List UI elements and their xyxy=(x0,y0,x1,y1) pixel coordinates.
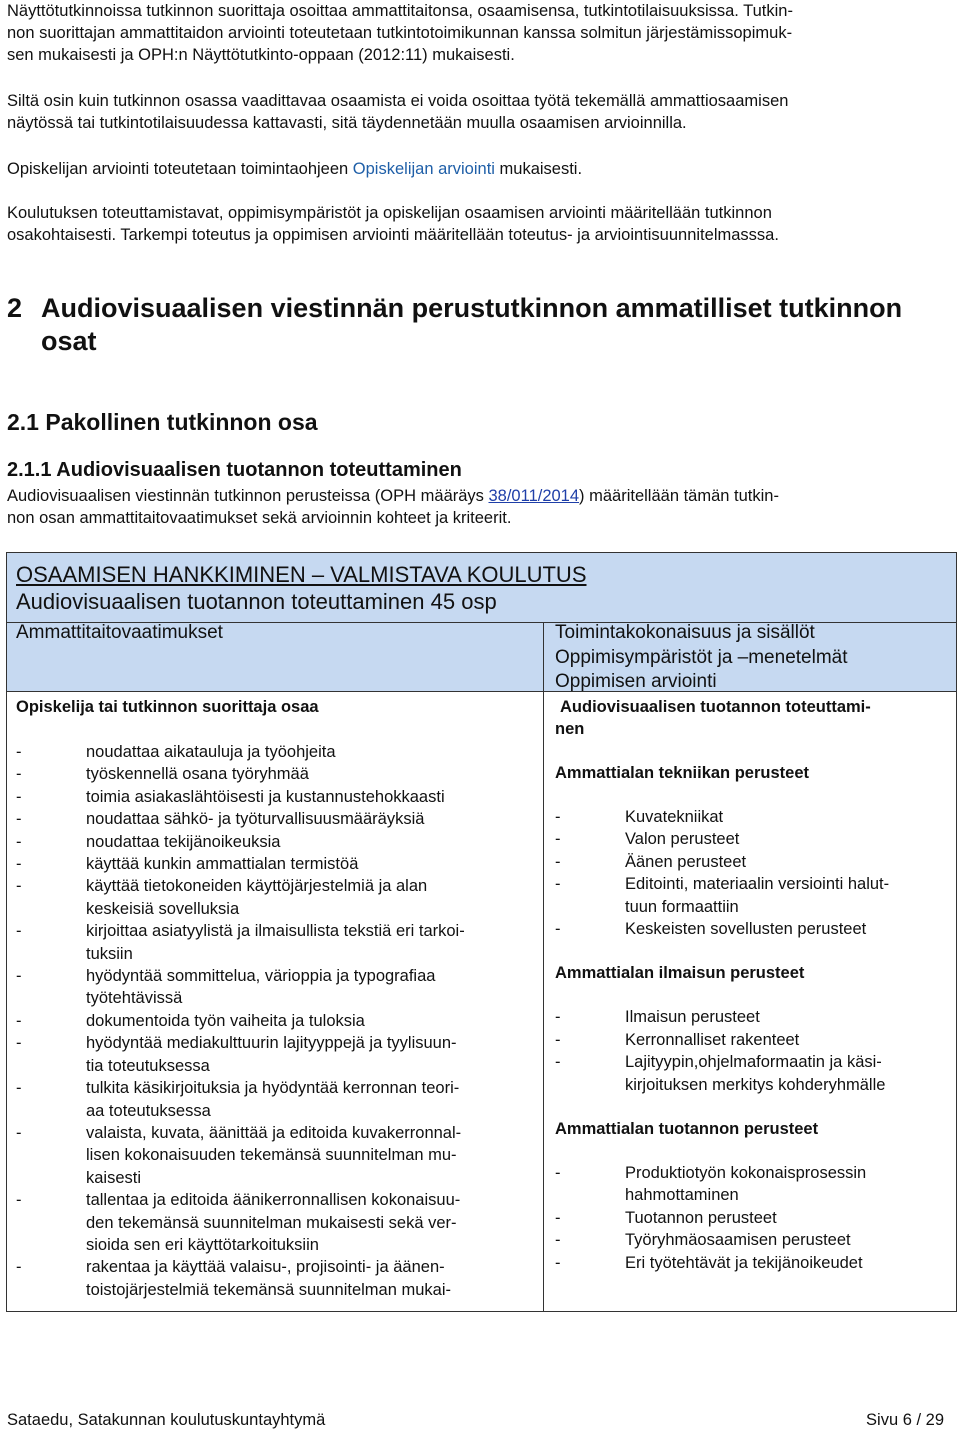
arviointi-link[interactable]: Opiskelijan arviointi xyxy=(352,160,495,178)
list-item xyxy=(16,1077,536,1122)
text-span: mukaisesti. xyxy=(494,160,583,178)
content-section-list xyxy=(555,1162,950,1274)
dash-bullet: - xyxy=(16,1011,22,1030)
heading-text-continued: osat xyxy=(41,326,97,356)
text-span: Audiovisuaalisen viestinnän tutkinnon perusteissa (OPH määräys xyxy=(7,487,489,505)
text-line: Näyttötutkinnoissa tutkinnon suorittaja osoittaa ammattitaitonsa, osaamisensa, tutkintotilaisuuksissa. Tutkin- xyxy=(7,2,793,20)
section-heading-2-1: 2.1 Pakollinen tutkinnon osa xyxy=(7,409,318,435)
list-item-text: toistojärjestelmiä tekemänsä suunnitelman mukai- xyxy=(86,1280,451,1299)
list-item xyxy=(16,853,536,875)
list-item xyxy=(16,808,536,830)
text-span: ) määritellään tämän tutkin- xyxy=(579,487,779,505)
list-item-text: Tuotannon perusteet xyxy=(625,1208,777,1227)
list-item-text: aa toteutuksessa xyxy=(86,1101,211,1120)
dash-bullet: - xyxy=(16,1079,22,1098)
list-item-text: Työryhmäosaamisen perusteet xyxy=(625,1231,851,1250)
dash-bullet: - xyxy=(555,808,561,826)
text-line: sen mukaisesti ja OPH:n Näyttötutkinto-oppaan (2012:11) mukaisesti. xyxy=(7,46,515,64)
list-item-text: noudattaa sähkö- ja työturvallisuusmääräyksiä xyxy=(86,810,425,829)
text-span: Opiskelijan arviointi toteutetaan toimintaohjeen xyxy=(7,160,353,178)
list-item xyxy=(16,965,536,1010)
list-item-text: den tekemänsä suunnitelman mukaisesti sekä ver- xyxy=(86,1213,457,1232)
list-item xyxy=(555,851,950,873)
list-item xyxy=(555,828,950,850)
list-item xyxy=(555,1229,950,1251)
left-column-header: Ammattitaitovaatimukset xyxy=(16,622,223,643)
list-item-text: Äänen perusteet xyxy=(625,852,747,871)
list-item-text: Produktiotyön kokonaisprosessin xyxy=(625,1164,867,1183)
list-item-text: tia toteutuksessa xyxy=(86,1056,210,1075)
list-item xyxy=(555,1207,950,1229)
section-heading-2 xyxy=(7,292,937,358)
text-line: Koulutuksen toteuttamistavat, oppimisympäristöt ja opiskelijan osaamisen arviointi määritellään tutkinnon xyxy=(7,204,772,222)
list-item xyxy=(16,741,536,763)
content-section-heading: Ammattialan tuotannon perusteet xyxy=(555,1120,819,1139)
list-item-text: Valon perusteet xyxy=(625,830,740,849)
heading-number: 2 xyxy=(7,293,23,323)
list-item xyxy=(16,831,536,853)
dash-bullet: - xyxy=(16,1123,22,1142)
text-line: näytössä tai tutkintotilaisuudessa kattavasti, sitä täydennetään muulla osaamisen arvioinnilla. xyxy=(7,114,687,132)
list-item xyxy=(555,918,950,940)
list-item xyxy=(555,873,950,918)
list-item-text: kaisesti xyxy=(86,1168,142,1187)
dash-bullet: - xyxy=(16,810,22,829)
list-item-text: käyttää kunkin ammattialan termistöä xyxy=(86,855,359,874)
dash-bullet: - xyxy=(16,1258,22,1277)
dash-bullet: - xyxy=(555,830,561,849)
dash-bullet: - xyxy=(555,1030,561,1049)
list-item xyxy=(16,1010,536,1032)
dash-bullet: - xyxy=(16,1191,22,1210)
list-item xyxy=(16,786,536,808)
list-item-text: keskeisiä sovelluksia xyxy=(86,899,240,918)
header-line: Oppimisympäristöt ja –menetelmät xyxy=(555,646,848,668)
text-line: non suorittajan ammattitaidon arviointi toteutetaan tutkintotoimikunnan kanssa solmitun järjestämissopimuk- xyxy=(7,24,793,42)
list-item-text: dokumentoida työn vaiheita ja tuloksia xyxy=(86,1011,365,1030)
title-line: nen xyxy=(555,720,585,738)
footer-page-number: Sivu 6 / 29 xyxy=(866,1411,944,1429)
intro-paragraph-3 xyxy=(7,158,947,180)
text-line: non osan ammattitaitovaatimukset sekä arvioinnin kohteet ja kriteerit. xyxy=(7,509,512,527)
list-item-text: Kuvatekniikat xyxy=(625,808,724,826)
list-item xyxy=(16,920,536,965)
list-item-text: Eri työtehtävät ja tekijänoikeudet xyxy=(625,1253,863,1272)
list-item-text: noudattaa tekijänoikeuksia xyxy=(86,832,281,851)
dash-bullet: - xyxy=(555,920,561,939)
dash-bullet: - xyxy=(16,787,22,806)
content-column xyxy=(555,696,950,1274)
list-item-text: Kerronnalliset rakenteet xyxy=(625,1030,800,1049)
dash-bullet: - xyxy=(555,1253,561,1272)
right-column-header xyxy=(555,621,848,695)
dash-bullet: - xyxy=(16,922,22,941)
curriculum-table xyxy=(6,552,957,1312)
heading-text: Audiovisuaalisen viestinnän perustutkinnon ammatilliset tutkinnon xyxy=(41,293,903,323)
list-item-text: tulkita käsikirjoituksia ja hyödyntää kerronnan teori- xyxy=(86,1079,460,1098)
list-item xyxy=(555,806,950,828)
dash-bullet: - xyxy=(16,877,22,896)
list-item-text: Keskeisten sovellusten perusteet xyxy=(625,920,867,939)
dash-bullet: - xyxy=(555,1053,561,1072)
section-heading-2-1-1: 2.1.1 Audiovisuaalisen tuotannon toteuttaminen xyxy=(7,459,462,481)
content-sections xyxy=(555,762,950,1274)
header-line: Oppimisen arviointi xyxy=(555,671,717,692)
content-title xyxy=(555,696,950,740)
requirements-intro: Opiskelija tai tutkinnon suorittaja osaa xyxy=(16,698,319,716)
dash-bullet: - xyxy=(16,765,22,784)
content-section-heading: Ammattialan ilmaisun perusteet xyxy=(555,964,805,983)
list-item-text: noudattaa aikatauluja ja työohjeita xyxy=(86,743,336,761)
list-item xyxy=(16,763,536,785)
list-item xyxy=(16,1032,536,1077)
list-item-text: rakentaa ja käyttää valaisu-, projisointi- ja äänen- xyxy=(86,1258,445,1277)
list-item xyxy=(16,875,536,920)
list-item-text: lisen kokonaisuuden tekemänsä suunnitelman mu- xyxy=(86,1146,457,1165)
list-item-text: sioida sen eri käyttötarkoituksiin xyxy=(86,1235,319,1254)
unit-description xyxy=(7,485,947,529)
table-subtitle: Audiovisuaalisen tuotannon toteuttaminen 45 osp xyxy=(16,589,497,614)
table-column-divider xyxy=(543,622,544,1311)
list-item-text: hyödyntää sommittelua, värioppia ja typografiaa xyxy=(86,967,436,986)
intro-paragraph-2 xyxy=(7,90,947,134)
dash-bullet: - xyxy=(555,1231,561,1250)
list-item xyxy=(555,1006,950,1028)
dash-bullet: - xyxy=(555,875,561,894)
dash-bullet: - xyxy=(555,852,561,871)
list-item-text: tuksiin xyxy=(86,944,133,963)
requirements-list xyxy=(16,741,536,1301)
list-item-text: työtehtävissä xyxy=(86,989,183,1008)
dash-bullet: - xyxy=(555,1208,561,1227)
dash-bullet: - xyxy=(16,1034,22,1053)
list-item-text: tallentaa ja editoida äänikerronnallisen kokonaisuu- xyxy=(86,1191,461,1210)
dash-bullet: - xyxy=(555,1008,561,1027)
content-section-list xyxy=(555,806,950,940)
list-item-text: Ilmaisun perusteet xyxy=(625,1008,760,1027)
header-line: Toimintakokonaisuus ja sisällöt xyxy=(555,622,815,643)
list-item-text: Editointi, materiaalin versiointi halut- xyxy=(625,875,890,894)
list-item-text: valaista, kuvata, äänittää ja editoida kuvakerronnal- xyxy=(86,1123,462,1142)
list-item-text: hahmottaminen xyxy=(625,1186,739,1205)
list-item-text: kirjoituksen merkitys kohderyhmälle xyxy=(625,1075,886,1094)
intro-paragraph-4 xyxy=(7,202,947,246)
list-item-text: Lajityypin,ohjelmaformaatin ja käsi- xyxy=(625,1053,882,1072)
regulation-link[interactable]: 38/011/2014 xyxy=(488,487,580,505)
list-item xyxy=(16,1256,536,1301)
list-item-text: työskennellä osana työryhmää xyxy=(86,765,309,784)
list-item-text: käyttää tietokoneiden käyttöjärjestelmiä ja alan xyxy=(86,877,428,896)
list-item xyxy=(16,1189,536,1256)
list-item-text: kirjoittaa asiatyylistä ja ilmaisullista tekstiä eri tarkoi- xyxy=(86,922,465,941)
list-item xyxy=(555,1051,950,1096)
dash-bullet: - xyxy=(555,1164,561,1183)
intro-paragraph-1 xyxy=(7,0,947,66)
footer-organization: Sataedu, Satakunnan koulutuskuntayhtymä xyxy=(7,1411,326,1429)
list-item xyxy=(555,1252,950,1274)
list-item-text: toimia asiakaslähtöisesti ja kustannustehokkaasti xyxy=(86,787,445,806)
dash-bullet: - xyxy=(16,743,22,761)
text-line: Siltä osin kuin tutkinnon osassa vaadittavaa osaamista ei voida osoittaa työtä tekemällä ammattiosaamisen xyxy=(7,92,789,110)
dash-bullet: - xyxy=(16,967,22,986)
dash-bullet: - xyxy=(16,832,22,851)
table-title: OSAAMISEN HANKKIMINEN – VALMISTAVA KOULUTUS xyxy=(16,562,587,587)
list-item xyxy=(16,1122,536,1189)
list-item-text: tuun formaattiin xyxy=(625,897,739,916)
list-item-text: hyödyntää mediakulttuurin lajityyppejä ja tyylisuun- xyxy=(86,1034,457,1053)
title-line: Audiovisuaalisen tuotannon toteuttami- xyxy=(560,698,871,716)
text-line: osakohtaisesti. Tarkempi toteutus ja oppimisen arviointi määritellään toteutus- ja arviointisuunnitelmasssa. xyxy=(7,226,779,244)
list-item xyxy=(555,1029,950,1051)
requirements-column xyxy=(16,696,536,1301)
content-section-list xyxy=(555,1006,950,1096)
content-section-heading: Ammattialan tekniikan perusteet xyxy=(555,764,809,782)
dash-bullet: - xyxy=(16,855,22,874)
list-item xyxy=(555,1162,950,1207)
